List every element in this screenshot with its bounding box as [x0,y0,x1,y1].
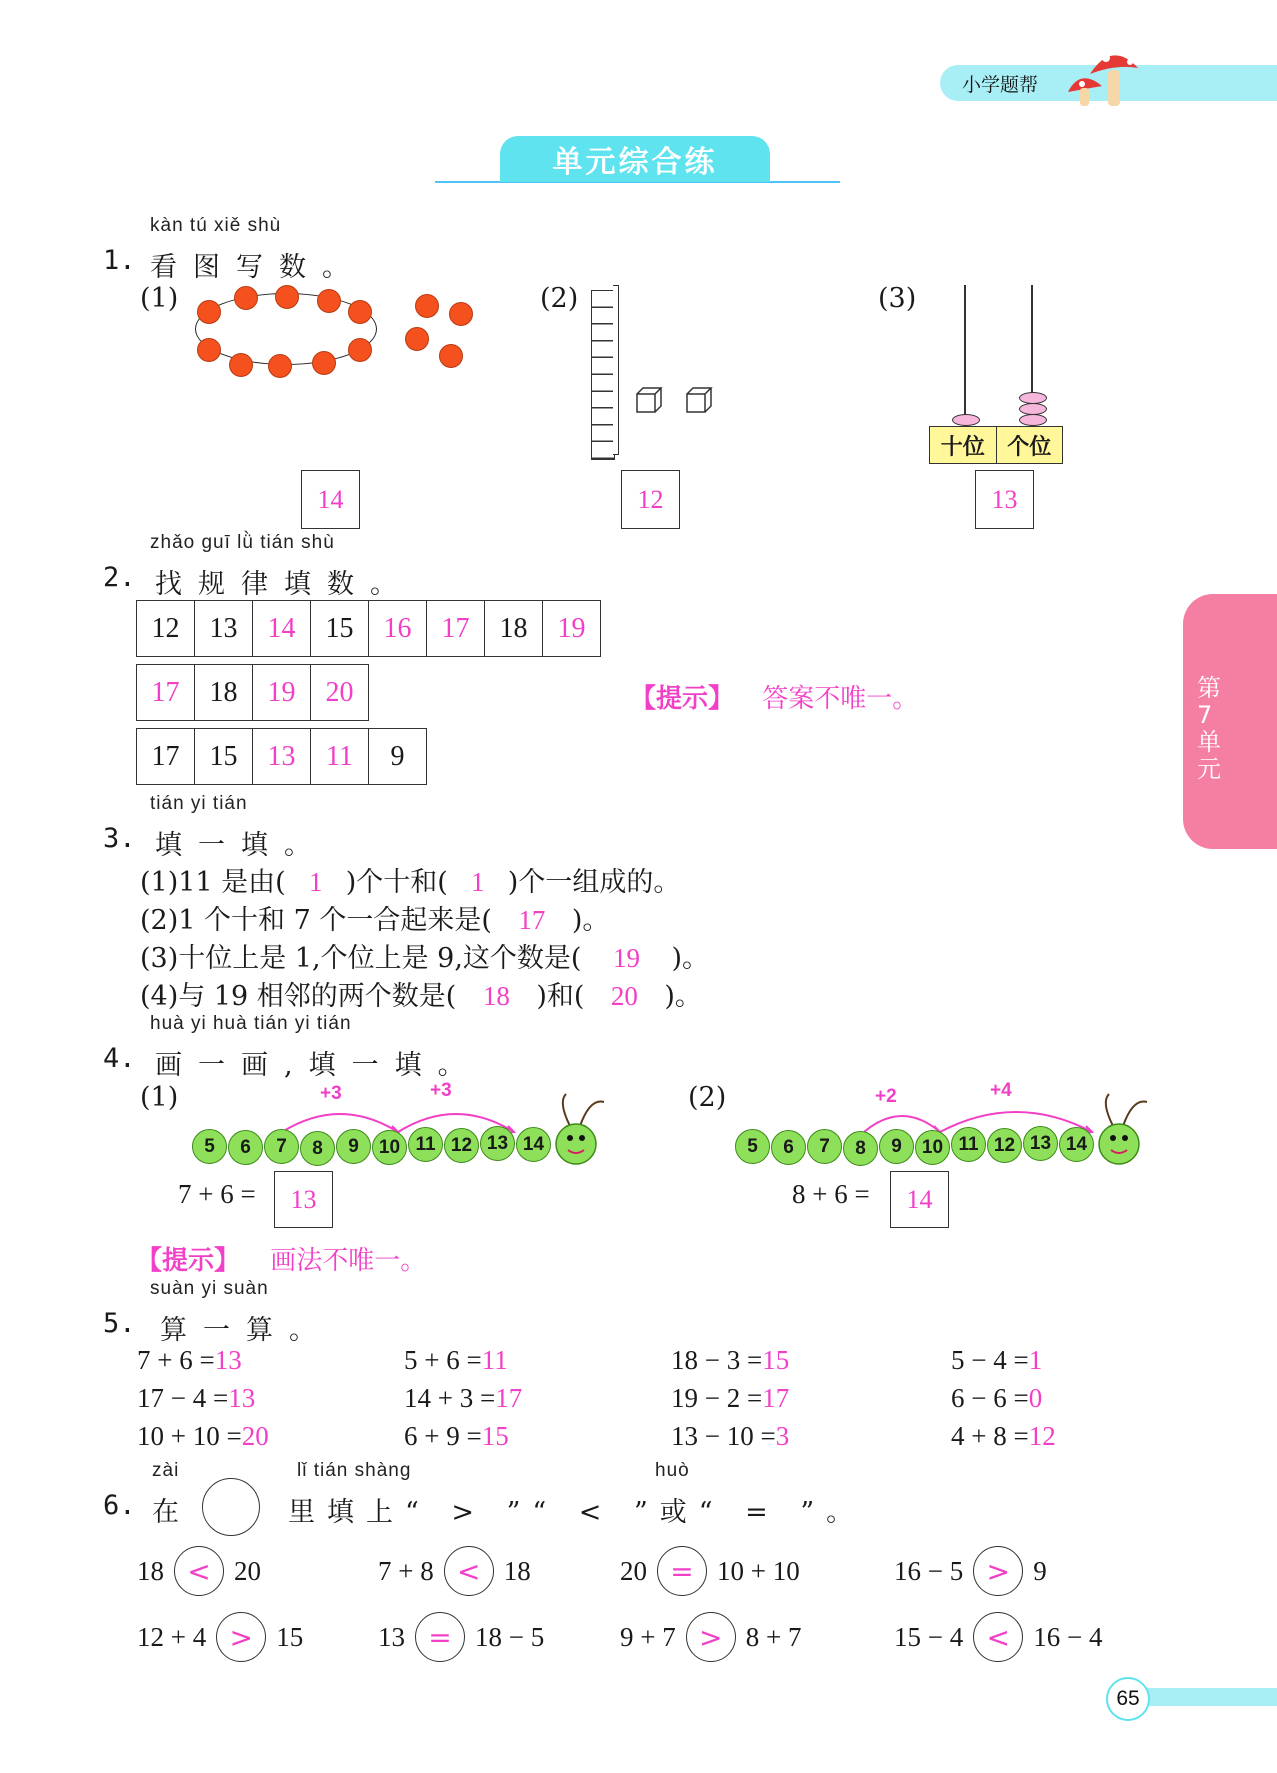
calc-answer[interactable]: 0 [1028,1383,1043,1413]
dot [234,286,258,310]
dot [405,327,429,351]
calc-answer[interactable]: 17 [495,1383,523,1413]
ones-label: 个位 [1007,434,1052,460]
calc-item [404,1383,522,1414]
calc-item [951,1345,1042,1376]
calc-expr: 6 − 6 = [951,1383,1029,1413]
caterpillar-seg: 9 [336,1129,371,1164]
compare-circle[interactable]: < [174,1546,224,1596]
caterpillar-seg: 8 [300,1131,335,1166]
calc-expr: 4 + 8 = [951,1421,1029,1451]
q6-pinyin-zai: zài [152,1460,180,1481]
caterpillar-seg: 12 [444,1128,479,1163]
q3-item-3 [140,936,709,975]
compare-right: 10 + 10 [717,1555,800,1586]
compare-circle[interactable]: > [686,1612,736,1662]
tip-label: 【提示】 [630,684,735,714]
q3-answer[interactable]: 18 [482,981,510,1011]
q1-part2-label: (2) [540,283,579,314]
calc-item [404,1345,508,1376]
q3-text: 填一填。 [155,830,327,861]
calc-item [137,1383,255,1414]
q3-text-seg: (1)11 是由( [140,867,286,898]
compare-item [137,1612,303,1662]
caterpillar-seg: 7 [807,1129,842,1164]
mushroom-icon [1060,40,1150,115]
q6-pinyin-huo: huò [655,1460,690,1481]
q6-text-a: 在 [152,1497,179,1528]
q1-answer-box-2[interactable]: 12 [621,470,680,529]
seq-cell: 12 [137,601,195,657]
seq-cell-answer[interactable]: 13 [253,729,311,785]
q3-text-seg: (3)十位上是 1,个位上是 9,这个数是( [140,943,582,974]
caterpillar-seg: 13 [480,1126,515,1161]
q4-equation-2: 8 + 6 = [792,1179,870,1209]
q2-text: 找规律填数。 [155,569,413,600]
dot [317,289,341,313]
q5-number: 5. [103,1308,136,1339]
q3-text-seg: (2)1 个十和 7 个一合起来是( [140,905,492,936]
q3-text-seg: )。 [664,981,702,1012]
compare-right: 8 + 7 [745,1621,802,1652]
footer-bar [1130,1688,1277,1706]
compare-left: 16 − 5 [894,1555,964,1586]
q2-tip [630,678,918,715]
seq-cell: 18 [485,601,543,657]
q3-text-seg: )。 [571,905,610,936]
compare-left: 9 + 7 [620,1621,676,1652]
compare-circle[interactable]: = [415,1612,465,1662]
compare-item [137,1546,261,1596]
q3-item-1 [140,860,680,899]
seq-cell-answer[interactable]: 11 [311,729,369,785]
sequence-row-3 [136,728,427,785]
q5-pinyin: suàn yi suàn [150,1278,269,1299]
caterpillar-2 [735,1126,1155,1166]
q1-number: 1. [103,245,136,276]
seq-cell-answer[interactable]: 16 [369,601,427,657]
compare-item [620,1546,800,1596]
dot [268,354,292,378]
caterpillar-seg: 14 [1059,1127,1094,1162]
page-number: 65 [1106,1677,1150,1721]
q4-number: 4. [103,1043,136,1074]
q3-text-seg: )个十和( [345,867,448,898]
seq-cell-answer[interactable]: 17 [137,665,195,721]
dot [229,353,253,377]
dot [348,338,372,362]
q3-text-seg: )个一组成的。 [507,867,681,898]
dot [415,294,439,318]
calc-expr: 5 − 4 = [951,1345,1029,1375]
unit-cube [635,386,663,414]
compare-right: 16 − 4 [1033,1621,1103,1652]
caterpillar-seg: 6 [228,1130,263,1165]
calc-item [137,1345,242,1376]
seq-cell-answer[interactable]: 14 [253,601,311,657]
caterpillar-seg: 9 [879,1129,914,1164]
seq-cell: 15 [311,601,369,657]
q3-answer[interactable]: 1 [471,867,485,897]
calc-answer[interactable]: 15 [481,1421,509,1451]
q1-part1-label: (1) [140,283,179,314]
caterpillar-seg: 6 [771,1130,806,1165]
q6-sample-circle [202,1478,260,1536]
compare-right: 20 [234,1555,261,1586]
q6-pinyin-mid: lǐ tián shàng [297,1460,412,1481]
calc-expr: 10 + 10 = [137,1421,242,1451]
calc-item [404,1421,509,1452]
compare-left: 13 [378,1621,405,1652]
q1-text: 看图写数。 [150,252,365,283]
sequence-row-1 [136,600,601,657]
compare-circle[interactable]: < [444,1546,494,1596]
caterpillar-head-icon [1091,1088,1151,1168]
caterpillar-seg: 5 [192,1129,227,1164]
jump-label: +3 [430,1080,452,1101]
unit-cube [685,386,713,414]
ten-rod-side [613,285,619,455]
page-title: 单元综合练 [552,145,718,180]
abacus-bead [1019,414,1047,426]
q3-number: 3. [103,823,136,854]
q3-answer[interactable]: 1 [308,867,323,897]
caterpillar-seg: 11 [951,1127,986,1162]
q3-text-seg: )。 [671,943,710,974]
tip-text: 画法不唯一。 [270,1246,427,1276]
q4-text: 画一画,填一填。 [155,1050,481,1081]
q3-item-4 [140,974,702,1013]
calc-answer[interactable]: 13 [228,1383,256,1413]
tip-text: 答案不唯一。 [762,684,919,714]
calc-item [137,1421,269,1452]
seq-cell-answer[interactable]: 17 [427,601,485,657]
caterpillar-seg: 11 [408,1127,443,1162]
ten-rod [591,290,615,460]
calc-answer[interactable]: 12 [1028,1421,1056,1451]
caterpillar-seg: 5 [735,1129,770,1164]
compare-circle[interactable]: > [973,1546,1023,1596]
calc-answer[interactable]: 17 [762,1383,790,1413]
caterpillar-seg: 8 [843,1131,878,1166]
jump-label: +3 [320,1083,342,1104]
seq-cell: 9 [369,729,427,785]
abacus-bead [952,414,980,426]
calc-expr: 19 − 2 = [671,1383,763,1413]
caterpillar-seg: 10 [372,1130,407,1165]
calc-expr: 6 + 9 = [404,1421,482,1451]
compare-item [894,1546,1047,1596]
q4-pinyin: huà yi huà tián yi tián [150,1013,352,1034]
q4-part1-label: (1) [140,1082,179,1113]
seq-cell-answer[interactable]: 19 [543,601,601,657]
brand-label: 小学题帮 [962,74,1039,96]
dot [197,300,221,324]
q2-number: 2. [103,562,136,593]
q1-part3-label: (3) [878,283,917,314]
q3-item-2 [140,898,609,937]
calc-expr: 7 + 6 = [137,1345,215,1375]
dot [197,338,221,362]
compare-item [378,1546,531,1596]
q3-answer[interactable]: 17 [518,905,546,935]
compare-right: 18 − 5 [475,1621,545,1652]
compare-item [378,1612,544,1662]
q4-equation-1: 7 + 6 = [178,1179,256,1209]
calc-item [951,1383,1042,1414]
caterpillar-seg: 14 [516,1127,551,1162]
caterpillar-seg: 7 [264,1129,299,1164]
q1-pinyin: kàn tú xiě shù [150,215,282,236]
dot [449,302,473,326]
dot [348,300,372,324]
compare-circle[interactable]: < [973,1612,1023,1662]
compare-right: 9 [1033,1555,1047,1586]
calc-expr: 5 + 6 = [404,1345,482,1375]
calc-expr: 17 − 4 = [137,1383,229,1413]
compare-circle[interactable]: > [216,1612,266,1662]
compare-right: 15 [276,1621,304,1652]
abacus-base [929,426,1063,464]
jump-label: +2 [875,1086,897,1107]
q2-pinyin: zhǎo guī lǜ tián shù [150,532,335,553]
jump-label: +4 [990,1080,1012,1101]
seq-cell: 17 [137,729,195,785]
calc-answer[interactable]: 15 [762,1345,790,1375]
q4-answer-box-2[interactable]: 14 [890,1171,949,1228]
compare-left: 20 [620,1555,647,1586]
q3-text-seg: (4)与 19 相邻的两个数是( [140,981,457,1012]
seq-cell-answer[interactable]: 19 [253,665,311,721]
q4-answer-box-1[interactable]: 13 [274,1171,333,1228]
q1-answer-box-3[interactable]: 13 [975,470,1034,529]
compare-left: 15 − 4 [894,1621,964,1652]
dot [312,351,336,375]
compare-circle[interactable]: = [657,1546,707,1596]
dot [439,344,463,368]
calc-expr: 18 − 3 = [671,1345,763,1375]
q5-text: 算一算。 [160,1315,332,1346]
q6-text-b: 里填上“ > ”“ < ”或“ = ”。 [288,1497,866,1528]
seq-cell: 18 [195,665,253,721]
q6-number: 6. [103,1490,136,1521]
seq-cell: 13 [195,601,253,657]
q3-answer[interactable]: 20 [610,981,638,1011]
calc-item [671,1383,789,1414]
sequence-row-2 [136,664,369,721]
caterpillar-seg: 13 [1023,1126,1058,1161]
q3-pinyin: tián yi tián [150,793,248,814]
calc-expr: 13 − 10 = [671,1421,776,1451]
compare-left: 18 [137,1555,164,1586]
q4-tip [136,1240,426,1277]
abacus-rod-tens [964,285,966,430]
calc-item [671,1421,789,1452]
tens-label: 十位 [930,427,997,463]
compare-left: 12 + 4 [137,1621,207,1652]
caterpillar-head-icon [548,1088,608,1168]
title-banner [500,136,770,182]
q3-text-seg: )和( [536,981,585,1012]
q4-part2-label: (2) [688,1082,727,1113]
dot [275,285,299,309]
calc-answer[interactable]: 1 [1028,1345,1043,1375]
q3-answer[interactable]: 19 [612,943,640,973]
compare-right: 18 [503,1555,531,1586]
calc-answer[interactable]: 13 [214,1345,242,1375]
compare-item [894,1612,1102,1662]
caterpillar-seg: 10 [915,1130,950,1165]
compare-left: 7 + 8 [378,1555,434,1586]
caterpillar-1 [192,1126,612,1166]
q1-answer-box-1[interactable]: 14 [301,470,360,529]
compare-item [620,1612,801,1662]
caterpillar-seg: 12 [987,1128,1022,1163]
calc-answer[interactable]: 20 [241,1421,269,1451]
seq-cell-answer[interactable]: 20 [311,665,369,721]
calc-item [671,1345,789,1376]
seq-cell: 15 [195,729,253,785]
tip-label: 【提示】 [136,1246,241,1276]
calc-answer[interactable]: 11 [481,1345,508,1375]
unit-tab-label: 第7单元 [1197,674,1221,783]
calc-answer[interactable]: 3 [775,1421,790,1451]
calc-item [951,1421,1056,1452]
calc-expr: 14 + 3 = [404,1383,496,1413]
